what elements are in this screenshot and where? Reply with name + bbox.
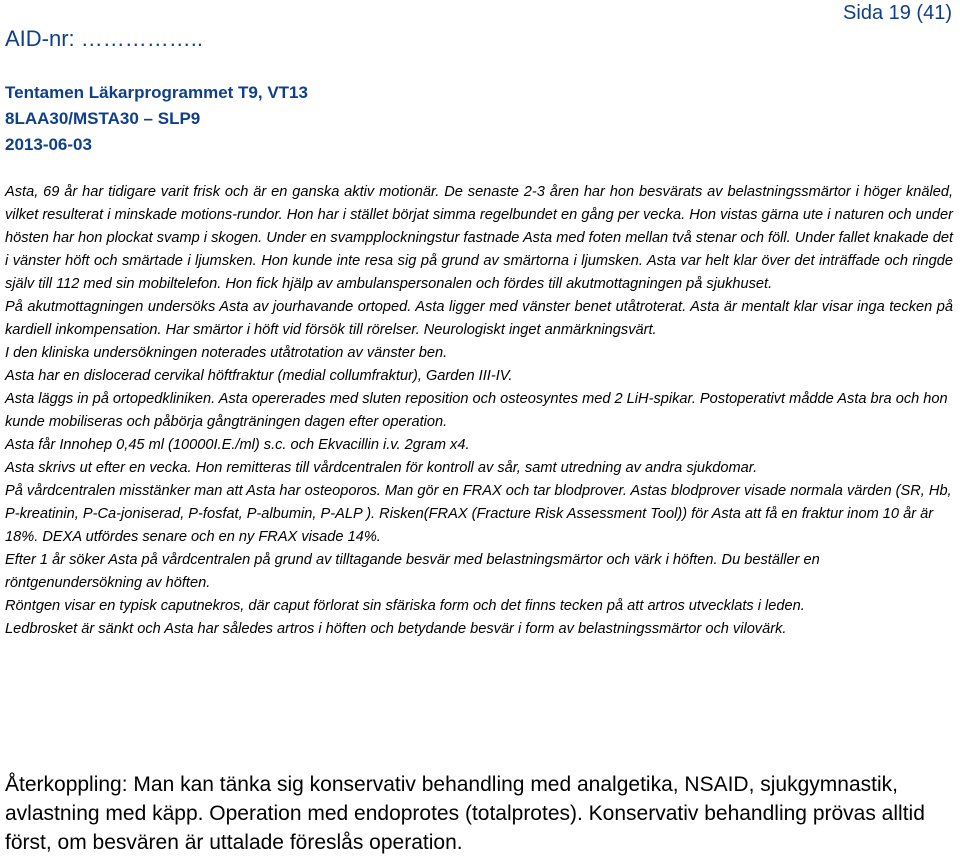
case-paragraph-intro: Asta, 69 år har tidigare varit frisk och är en ganska aktiv motionär. De senaste 2-3 åren har hon besvärats av belastningssmärtor i höger knäled, vilket resulterat i minskade motions-rundor. Hon har i stället börjat simma regelbundet en gång per vecka. Hon vistas gärna ute i naturen och under hösten har hon plockat svamp i skogen. Under en svampplockningstur fastnade Asta med foten mellan två stenar och föll. Under fallet knakade det i vänster höft och smärtade i ljumsken. Hon kunde inte resa sig på grund av smärtorna i ljumsken. Asta var helt klar över det inträffade och ringde själv till 112 med sin mobiltelefon. Hon fick hjälp av ambulanspersonalen och fördes till akutmottagningen på sjukhuset. bbox=[5, 184, 953, 292]
course-code: 8LAA30/MSTA30 – SLP9 bbox=[5, 109, 201, 128]
feedback-section bbox=[5, 770, 955, 857]
exam-title: Tentamen Läkarprogrammet T9, VT13 bbox=[5, 83, 308, 102]
case-paragraph-diagnosis: Asta har en dislocerad cervikal höftfraktur (medial collumfraktur), Garden III-IV. bbox=[5, 368, 513, 384]
case-paragraph-medication: Asta får Innohep 0,45 ml (10000I.E./ml) s.c. och Ekvacillin i.v. 2gram x4. bbox=[5, 437, 470, 453]
exam-header bbox=[5, 80, 308, 158]
case-paragraph-followup: Efter 1 år söker Asta på vårdcentralen på grund av tilltagande besvär med belastningsmärtor och värk i höften. Du beställer en röntgenundersökning av höften. bbox=[5, 552, 820, 591]
feedback-text: Återkoppling: Man kan tänka sig konservativ behandling med analgetika, NSAID, sjukgymnastik, avlastning med käpp. Operation med endoprotes (totalprotes). Konservativ behandling prövas alltid först, om besvären är uttalade föreslås operation. bbox=[5, 773, 925, 854]
case-paragraph-osteoporosis: På vårdcentralen misstänker man att Asta har osteoporos. Man gör en FRAX och tar blodprover. Astas blodprover visade normala värden (SR, Hb, P-kreatinin, P-Ca-joniserad, P-fosfat, P-albumin, P-ALP ). Risken(FRAX (Fracture Risk Assessment Tool)) för Asta att få en fraktur inom 10 år är 18%. DEXA utfördes senare och en ny FRAX visade 14%. bbox=[5, 483, 952, 545]
case-paragraph-xray: Röntgen visar en typisk caputnekros, där caput förlorat sin sfäriska form och det finns tecken på att artros utvecklats i leden. bbox=[5, 598, 805, 614]
exam-date: 2013-06-03 bbox=[5, 135, 92, 154]
case-description bbox=[5, 181, 953, 641]
case-paragraph-discharge: Asta skrivs ut efter en vecka. Hon remitteras till vårdcentralen för kontroll av sår, samt utredning av andra sjukdomar. bbox=[5, 460, 758, 476]
aid-number-label: AID-nr: …………….. bbox=[5, 26, 204, 51]
case-paragraph-clinical: I den kliniska undersökningen noterades utåtrotation av vänster ben. bbox=[5, 345, 448, 361]
page-number: Sida 19 (41) bbox=[843, 2, 952, 24]
case-paragraph-er: På akutmottagningen undersöks Asta av jourhavande ortoped. Asta ligger med vänster benet utåtroterat. Asta är mentalt klar visar inga tecken på kardiell inkompensation. Har smärtor i höft vid försök till rörelser. Neurologiskt inget anmärkningsvärt. bbox=[5, 299, 953, 338]
case-paragraph-surgery: Asta läggs in på ortopedkliniken. Asta opererades med sluten reposition och osteosyntes med 2 LiH-spikar. Postoperativt mådde Asta bra och hon kunde mobiliseras och påbörja gångträningen dagen efter operation. bbox=[5, 391, 948, 430]
case-paragraph-arthrosis: Ledbrosket är sänkt och Asta har således artros i höften och betydande besvär i form av belastningssmärtor och vilovärk. bbox=[5, 621, 787, 637]
